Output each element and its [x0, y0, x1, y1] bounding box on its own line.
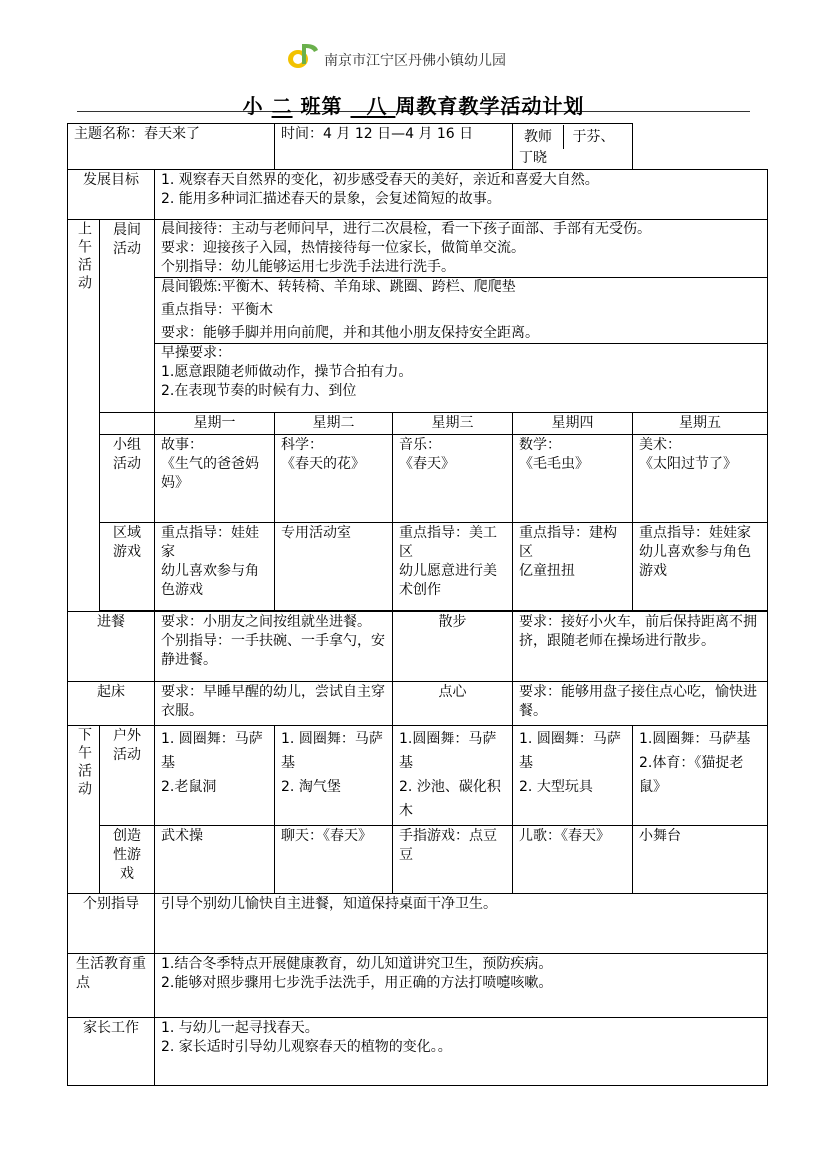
- walk-label: 散步: [393, 612, 513, 682]
- morning-section-label: 上午活动: [68, 220, 100, 612]
- page-header: [0, 36, 827, 76]
- weekday-wed: 星期三: [393, 413, 513, 435]
- weekday-fri: 星期五: [633, 413, 768, 435]
- life-cell: 1.结合冬季特点开展健康教育，幼儿知道讲究卫生，预防疾病。 2.能够对照步骤用七步洗手法洗手，用正确的方法打喷嚏咳嗽。: [155, 954, 768, 1018]
- parents-cell: 1. 与幼儿一起寻找春天。 2. 家长适时引导幼儿观察春天的植物的变化。。: [155, 1018, 768, 1086]
- area-game-label: 区域游戏: [100, 523, 155, 611]
- group-activity-label: 小组活动: [100, 435, 155, 523]
- weekday-mon: 星期一: [155, 413, 275, 435]
- week-number: 八: [366, 94, 388, 118]
- parents-label: 家长工作: [68, 1018, 155, 1086]
- creative-thu: 儿歌：《春天》: [513, 826, 633, 894]
- area-fri: 重点指导：娃娃家 幼儿喜欢参与角色游戏: [633, 523, 768, 611]
- outdoor-label: 户外活动: [100, 726, 155, 826]
- meal-cell: 要求：小朋友之间按组就坐进餐。 个别指导：一手扶碗、一手拿勺，安静进餐。: [155, 612, 393, 682]
- outdoor-mon: 1. 圆圈舞：马萨基 2.老鼠洞: [155, 726, 275, 826]
- walk-cell: 要求：接好小火车，前后保持距离不拥挤，跟随老师在操场进行散步。: [513, 612, 768, 682]
- group-mon: 故事： 《生气的爸爸妈妈》: [155, 435, 275, 523]
- afternoon-section-label: 下午活动: [68, 726, 100, 894]
- morning-reception: 晨间接待：主动与老师问早，进行二次晨检，看一下孩子面部、手部有无受伤。 要求：迎接孩子入园，热情接待每一位家长，做简单交流。 个别指导：幼儿能够运用七步洗手法进行洗手。: [161, 221, 651, 275]
- teacher-cell: [513, 124, 633, 170]
- individual-cell: 引导个别幼儿愉快自主进餐，知道保持桌面干净卫生。: [155, 894, 768, 954]
- group-thu: 数学： 《毛毛虫》: [513, 435, 633, 523]
- individual-label: 个别指导: [68, 894, 155, 954]
- time-cell: 时间：4 月 12 日—4 月 16 日: [275, 124, 513, 170]
- snack-cell: 要求：能够用盘子接住点心吃，愉快进餐。: [513, 682, 768, 726]
- meal-label: 进餐: [68, 612, 155, 682]
- theme-cell: 主题名称：春天来了: [68, 124, 275, 170]
- goals-label: 发展目标: [68, 170, 155, 220]
- creative-fri: 小舞台: [633, 826, 768, 894]
- morning-activity-label: 晨间活动: [100, 220, 155, 413]
- group-tue: 科学： 《春天的花》: [275, 435, 393, 523]
- wake-cell: 要求：早睡早醒的幼儿，尝试自主穿衣服。: [155, 682, 393, 726]
- area-wed: 重点指导：美工区 幼儿愿意进行美术创作: [393, 523, 513, 611]
- morning-drill: 早操要求： 1.愿意跟随老师做动作，操节合拍有力。 2.在表现节奏的时候有力、到位: [155, 343, 767, 401]
- outdoor-wed: 1.圆圈舞：马萨基 2. 沙池、碳化积木: [393, 726, 513, 826]
- area-mon: 重点指导：娃娃家 幼儿喜欢参与角色游戏: [155, 523, 275, 611]
- outdoor-tue: 1. 圆圈舞：马萨基 2. 淘气堡: [275, 726, 393, 826]
- page-title: 小 二 班第 八 周教育教学活动计划: [242, 94, 585, 118]
- creative-wed: 手指游戏：点豆豆: [393, 826, 513, 894]
- outdoor-fri: 1.圆圈舞：马萨基 2.体育：《猫捉老鼠》: [633, 726, 768, 826]
- creative-tue: 聊天：《春天》: [275, 826, 393, 894]
- morning-exercise: 晨间锻炼:平衡木、转转椅、羊角球、跳圈、跨栏、爬爬垫 重点指导：平衡木 要求：能够手脚并用向前爬，并和其他小朋友保持安全距离。: [155, 277, 767, 343]
- life-label: 生活教育重点: [68, 954, 155, 1018]
- group-fri: 美术： 《太阳过节了》: [633, 435, 768, 523]
- kindergarten-logo-icon: [286, 40, 320, 70]
- teacher-names: 于芬、丁晓: [519, 129, 615, 166]
- snack-label: 点心: [393, 682, 513, 726]
- creative-label: 创造性游戏: [100, 826, 155, 894]
- school-name: 南京市江宁区丹佛小镇幼儿园: [324, 53, 506, 69]
- weekday-tue: 星期二: [275, 413, 393, 435]
- outdoor-thu: 1. 圆圈舞：马萨基 2. 大型玩具: [513, 726, 633, 826]
- weekday-thu: 星期四: [513, 413, 633, 435]
- morning-activity-cell: [155, 220, 768, 413]
- creative-mon: 武术操: [155, 826, 275, 894]
- goals-cell: 1. 观察春天自然界的变化，初步感受春天的美好，亲近和喜爱大自然。 2. 能用多种词汇描述春天的景象，会复述简短的故事。: [155, 170, 768, 220]
- group-wed: 音乐： 《春天》: [393, 435, 513, 523]
- area-thu: 重点指导：建构区 亿童扭扭: [513, 523, 633, 611]
- wake-label: 起床: [68, 682, 155, 726]
- area-tue: 专用活动室: [275, 523, 393, 611]
- plan-table: [67, 123, 768, 1086]
- class-number: 二: [271, 94, 293, 118]
- teacher-label: 教师: [513, 125, 564, 149]
